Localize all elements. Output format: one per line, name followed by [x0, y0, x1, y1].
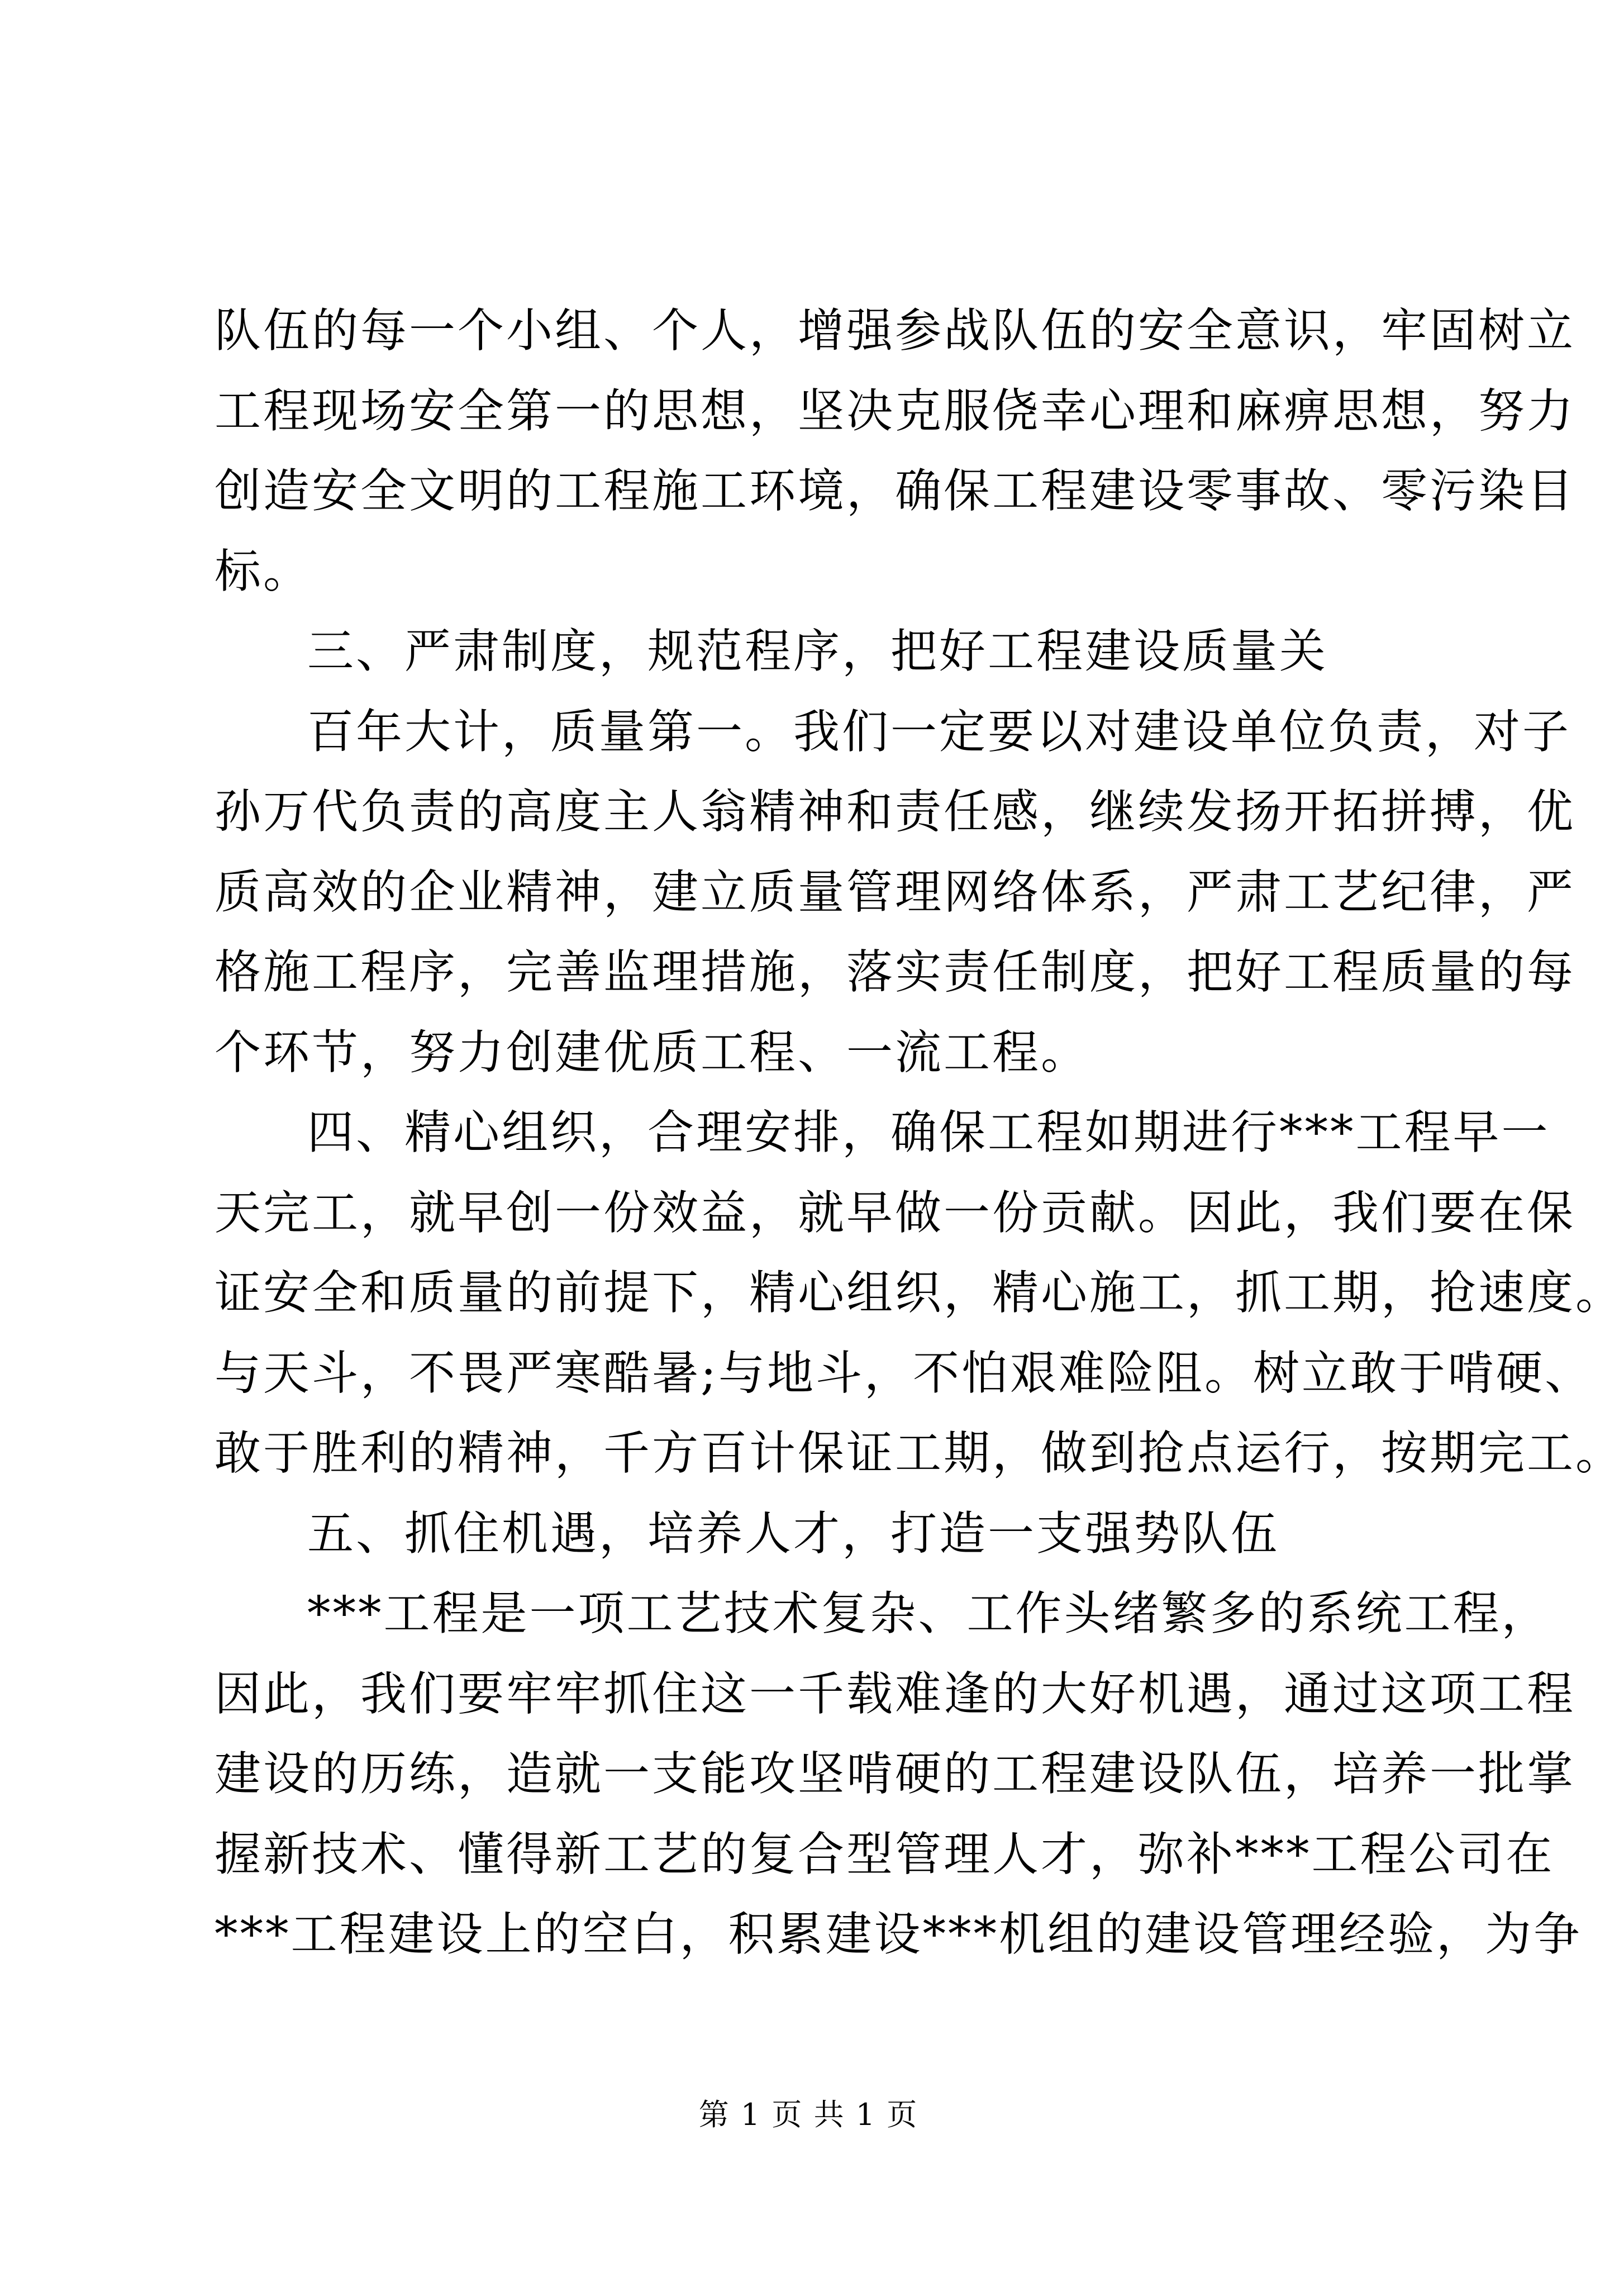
text-line: ***工程是一项工艺技术复杂、工作头绪繁多的系统工程，: [307, 1586, 1550, 1641]
text-line: 质高效的企业精神，建立质量管理网络体系，严肃工艺纪律，严: [215, 864, 1575, 919]
text-line: 标。: [215, 544, 312, 598]
text-line: 个环节，努力创建优质工程、一流工程。: [215, 1025, 1089, 1080]
text-line: 证安全和质量的前提下，精心组织，精心施工，抓工期，抢速度。: [215, 1266, 1624, 1320]
section-heading: 五、抓住机遇，培养人才，打造一支强势队伍: [307, 1506, 1279, 1561]
text-line: 因此，我们要牢牢抓住这一千载难逢的大好机遇，通过这项工程: [215, 1666, 1575, 1721]
text-line: 工程现场安全第一的思想，坚决克服侥幸心理和麻痹思想，努力: [215, 383, 1575, 438]
text-line: 孙万代负责的高度主人翁精神和责任感，继续发扬开拓拼搏，优: [215, 784, 1575, 839]
text-line: ***工程建设上的空白，积累建设***机组的建设管理经验，为争: [215, 1907, 1582, 1961]
text-line: 握新技术、懂得新工艺的复合型管理人才，弥补***工程公司在: [215, 1827, 1555, 1881]
text-line: 天完工，就早创一份效益，就早做一份贡献。因此，我们要在保: [215, 1185, 1575, 1240]
body-text: [215, 291, 1624, 1975]
page-number-footer: 第 1 页 共 1 页: [698, 2097, 918, 2132]
section-heading: 四、精心组织，合理安排，确保工程如期进行***工程早一: [307, 1105, 1550, 1159]
section-heading: 三、严肃制度，规范程序，把好工程建设质量关: [307, 624, 1328, 678]
text-line: 创造安全文明的工程施工环境，确保工程建设零事故、零污染目: [215, 464, 1575, 518]
text-line: 格施工程序，完善监理措施，落实责任制度，把好工程质量的每: [215, 945, 1575, 999]
text-line: 与天斗，不畏严寒酷暑;与地斗，不怕艰难险阻。树立敢于啃硬、: [215, 1345, 1593, 1400]
text-line: 建设的历练，造就一支能攻坚啃硬的工程建设队伍，培养一批掌: [215, 1747, 1575, 1801]
text-line: 队伍的每一个小组、个人，增强参战队伍的安全意识，牢固树立: [215, 303, 1575, 358]
text-line: 百年大计，质量第一。我们一定要以对建设单位负责，对子: [307, 704, 1571, 759]
text-line: 敢于胜利的精神，千方百计保证工期，做到抢点运行，按期完工。: [215, 1426, 1624, 1480]
